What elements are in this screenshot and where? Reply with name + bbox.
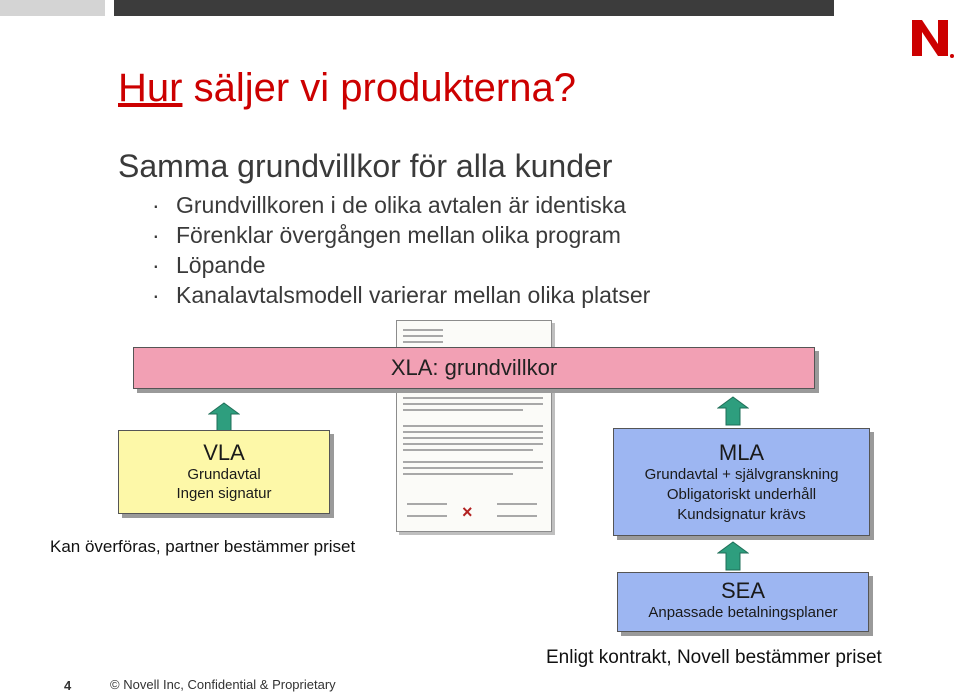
document-text-line [403, 449, 533, 451]
bullet-item: · Grundvillkoren i de olika avtalen är identiska [152, 192, 627, 218]
mla-line: Grundavtal + självgranskning [644, 466, 839, 483]
mla-heading: MLA [718, 440, 765, 465]
vla-line: Grundavtal [187, 466, 261, 483]
title-rest: säljer vi produkterna? [182, 66, 576, 110]
bullet-marker: · [152, 252, 160, 278]
document-text-line [407, 515, 447, 517]
vla-note: Kan överföras, partner bestämmer priset [50, 537, 356, 556]
document-text-line [497, 503, 537, 505]
footer-company: Novell Inc, Confidential & Proprietary [123, 677, 336, 692]
slide-title [118, 66, 576, 111]
title-underlined-word: Hur [118, 66, 183, 110]
bullet-list [152, 190, 651, 310]
mla-box [613, 428, 870, 536]
document-text-line [403, 425, 543, 427]
document-text-line [403, 335, 443, 337]
document-text-line [403, 329, 443, 331]
document-text-line [403, 403, 543, 405]
sea-box [617, 572, 869, 632]
document-text-line [403, 473, 513, 475]
document-text-line [403, 341, 443, 343]
vla-line: Ingen signatur [176, 485, 272, 502]
top-bar-dark [114, 0, 834, 16]
mla-line: Kundsignatur krävs [677, 506, 806, 523]
novell-logo-icon [908, 16, 954, 60]
document-text-line [403, 443, 543, 445]
sea-note: Enligt kontrakt, Novell bestämmer priset [546, 647, 882, 668]
mla-line: Obligatoriskt underhåll [666, 486, 817, 503]
document-text-line [407, 503, 447, 505]
document-text-line [403, 391, 543, 393]
vla-box [118, 430, 330, 514]
bullet-marker: · [152, 222, 160, 248]
up-arrow-icon [208, 402, 240, 432]
document-text-line [403, 397, 543, 399]
signature-mark: × [462, 502, 473, 522]
copyright-icon: © [110, 677, 120, 692]
xla-box [133, 347, 815, 389]
xla-label: XLA: grundvillkor [390, 355, 558, 380]
document-text-line [403, 461, 543, 463]
top-bar-light [0, 0, 105, 16]
bullet-item: · Kanalavtalsmodell varierar mellan olika platser [152, 282, 651, 308]
document-text-line [497, 515, 537, 517]
up-arrow-icon [717, 396, 749, 426]
bullet-marker: · [152, 282, 160, 308]
sea-line: Anpassade betalningsplaner [648, 604, 838, 621]
slide-subtitle: Samma grundvillkor för alla kunder [118, 148, 613, 184]
up-arrow-icon [717, 541, 749, 571]
document-text-line [403, 409, 523, 411]
page-number: 4 [64, 678, 72, 693]
document-text-line [403, 437, 543, 439]
document-text-line [403, 431, 543, 433]
bullet-item: · Löpande [152, 252, 266, 278]
document-text-line [403, 467, 543, 469]
footer-copyright [110, 677, 336, 692]
sea-heading: SEA [720, 578, 766, 603]
bullet-marker: · [152, 192, 160, 218]
bullet-item: · Förenklar övergången mellan olika program [152, 222, 621, 248]
vla-heading: VLA [203, 440, 245, 465]
